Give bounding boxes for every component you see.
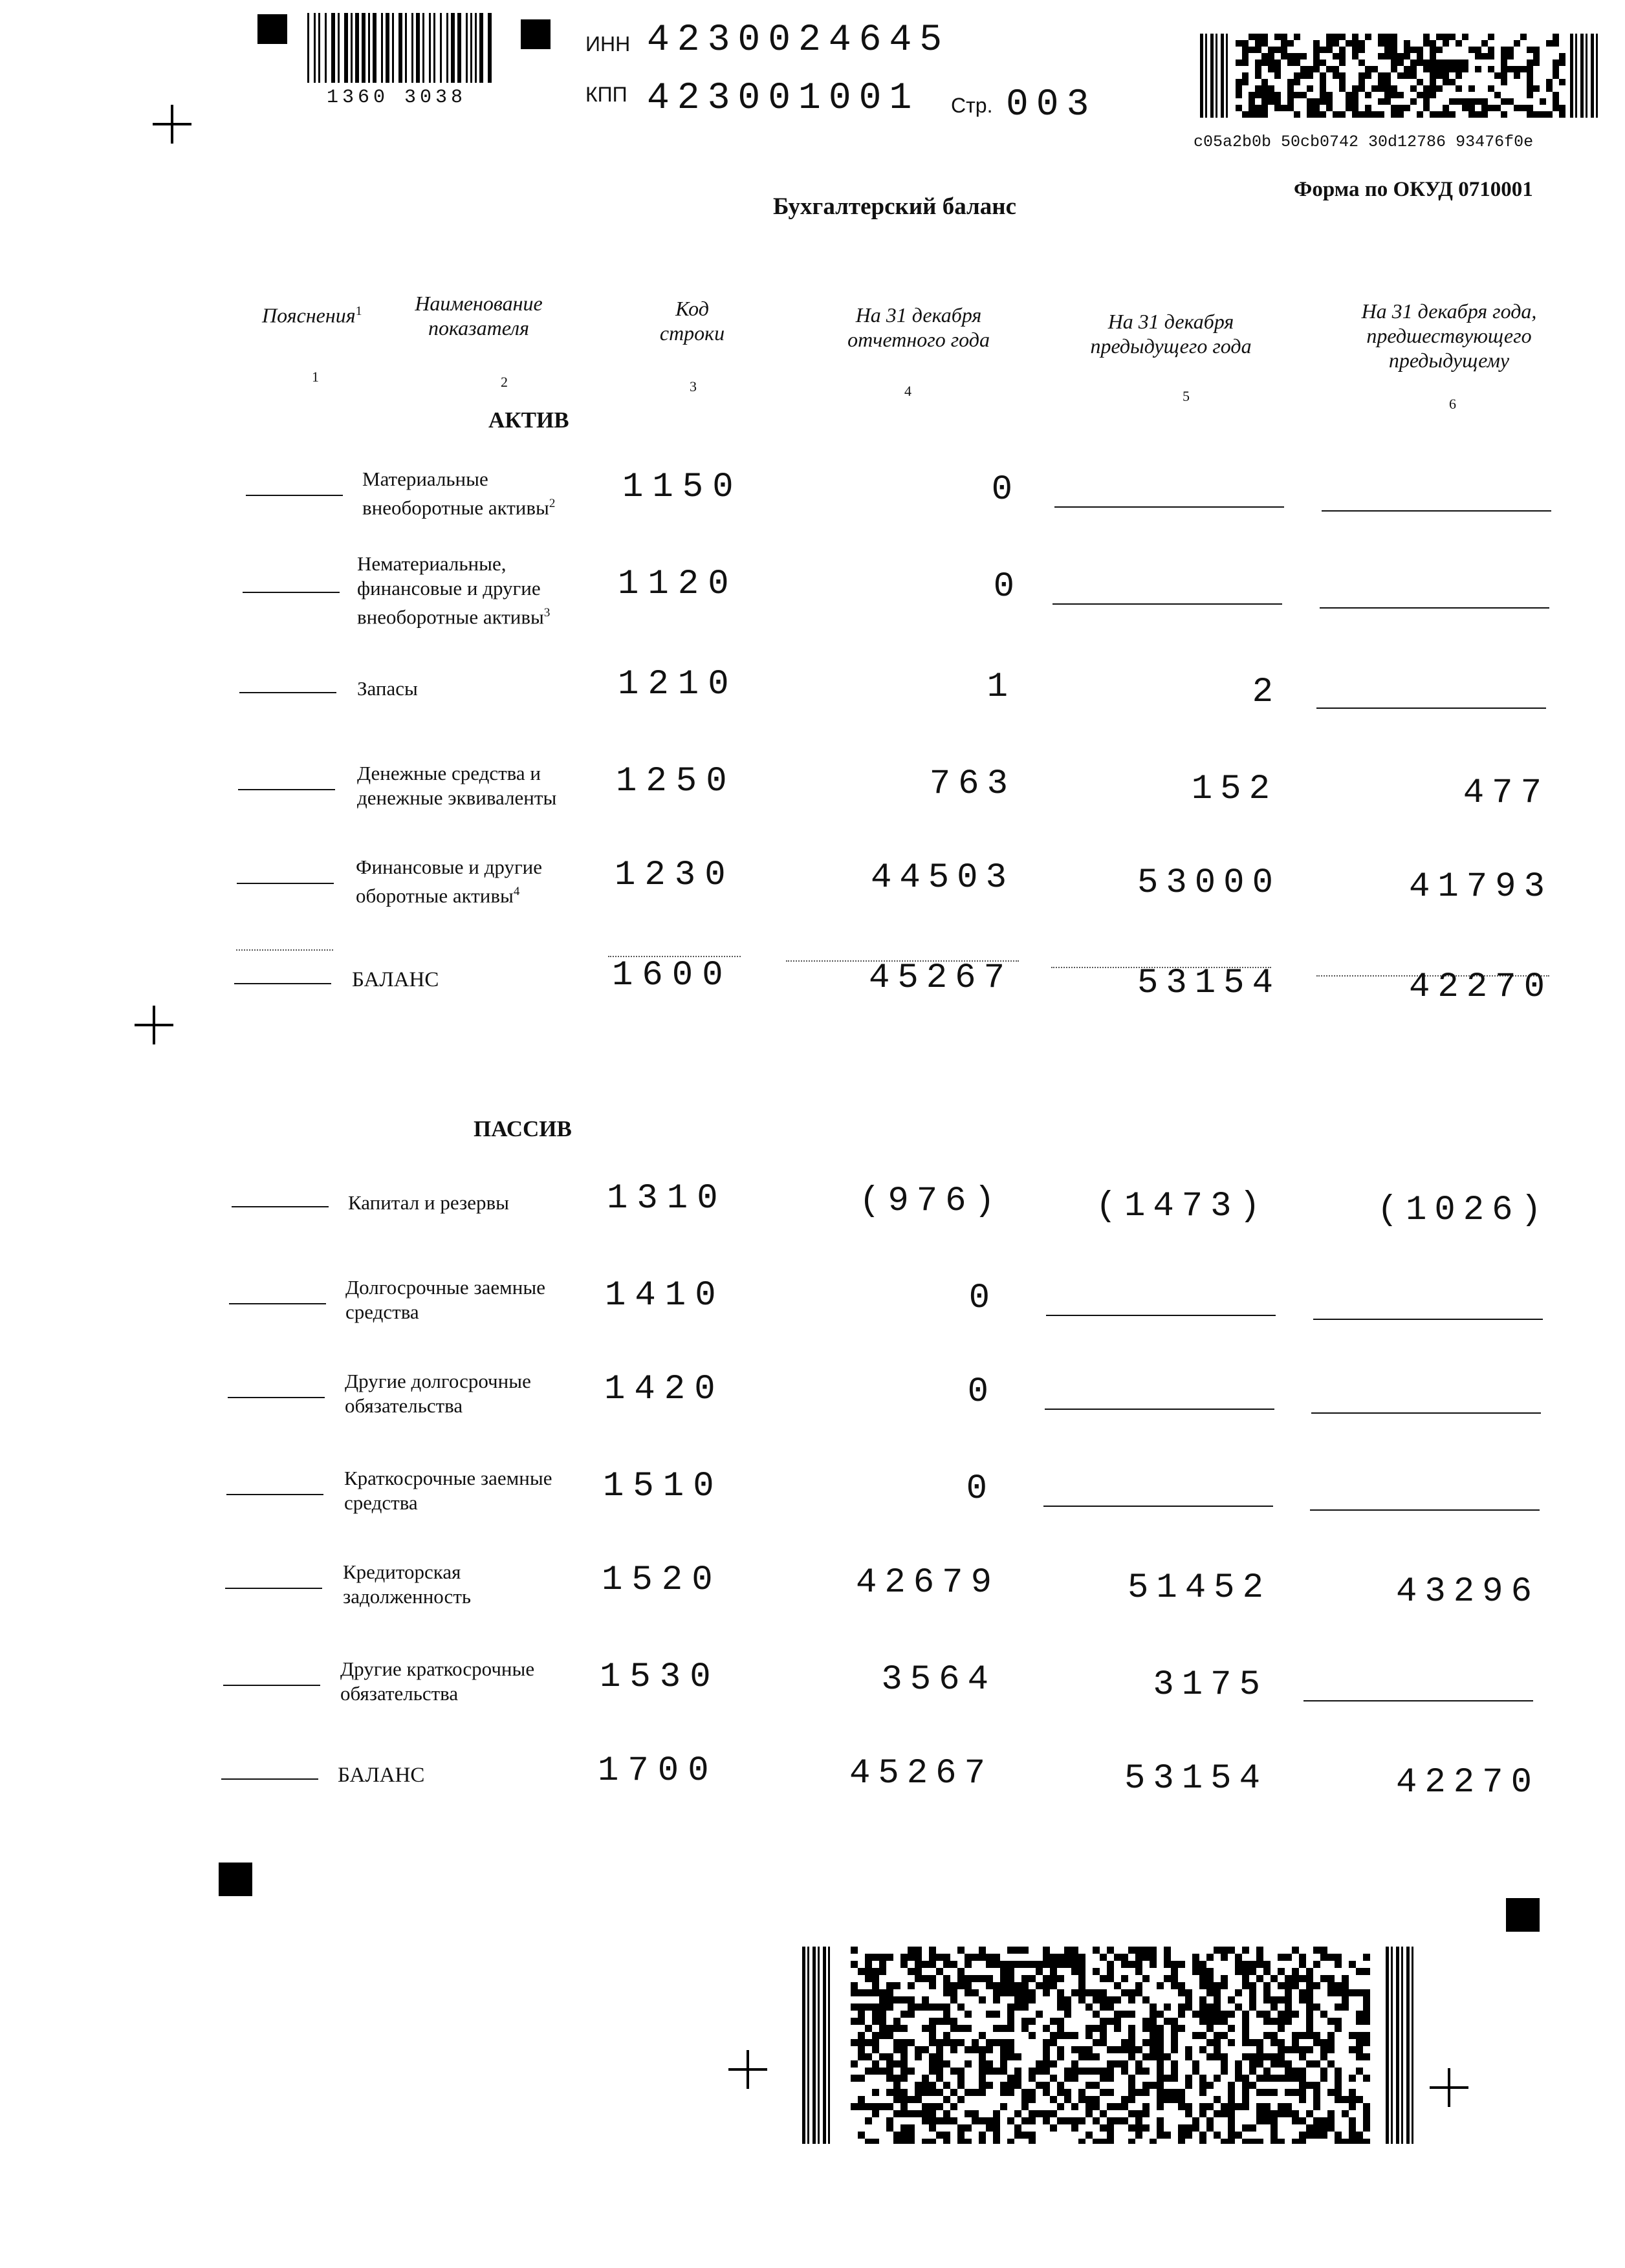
col-header-current-line: отчетного года [847, 328, 990, 351]
empty-value-dash [1043, 1506, 1273, 1507]
row-label [356, 855, 542, 908]
row-label-line: обязательства [340, 1682, 459, 1705]
empty-value-dash [1303, 1700, 1533, 1701]
inn-label: ИНН [585, 32, 631, 56]
row-label-text: оборотные активы [356, 884, 514, 907]
col-header-code-line: Код [675, 297, 709, 320]
col-header-code-line: строки [659, 321, 725, 345]
row-label [357, 761, 556, 810]
form-code: Форма по ОКУД 0710001 [1294, 178, 1533, 201]
row-value-v3: 43296 [1395, 1572, 1540, 1612]
kpp-value: 423001001 [647, 78, 920, 120]
row-code: 1210 [618, 665, 738, 704]
row-label-line: Другие краткосрочные [340, 1658, 535, 1680]
row-code: 1250 [616, 762, 736, 801]
row-code: 1150 [622, 468, 743, 507]
row-label-line: средства [345, 1301, 419, 1323]
explanation-dash [221, 1778, 318, 1780]
two-d-barcode-top [1200, 34, 1601, 118]
page-number: 003 [1006, 84, 1097, 126]
registration-square-bottom-left [219, 1863, 252, 1896]
row-label-line: БАЛАНС [352, 968, 439, 991]
explanation-dash [228, 1397, 325, 1398]
row-label-line: задолженность [343, 1585, 472, 1608]
col-number: 4 [904, 383, 911, 399]
kpp-label: КПП [585, 83, 627, 106]
row-label-line: Нематериальные, [357, 552, 507, 575]
row-label-line: Денежные средства и [357, 762, 541, 784]
row-value-v1: (976) [858, 1182, 1003, 1221]
col-header-previous-line: предыдущего года [1090, 334, 1252, 358]
row-code: 1700 [598, 1751, 718, 1791]
dotted-rule [236, 949, 333, 951]
crosshair-mark [153, 105, 191, 144]
col-header-name-line: Наименование [415, 292, 543, 315]
row-value-v1: 45267 [868, 958, 1012, 998]
inn-value: 4230024645 [647, 19, 950, 61]
row-label-text: внеоборотные активы [362, 496, 549, 519]
empty-value-dash [1310, 1509, 1540, 1511]
row-value-v3: 42270 [1395, 1763, 1540, 1802]
row-label-line: денежные эквиваленты [357, 786, 557, 809]
explanation-dash [243, 592, 340, 593]
row-label [348, 1191, 509, 1215]
row-value-v3: (1026) [1377, 1191, 1549, 1230]
empty-value-dash [1311, 1412, 1541, 1414]
col-header-name-line: показателя [428, 316, 529, 340]
footnote-mark: 4 [513, 885, 520, 898]
row-label-line: Кредиторская [343, 1561, 461, 1583]
crosshair-mark [728, 2050, 767, 2089]
row-label-line: Финансовые и другие [356, 856, 543, 878]
row-value-v1: 0 [991, 470, 1020, 510]
col-number: 5 [1183, 388, 1190, 404]
row-label [352, 967, 439, 992]
col-header-current-line: На 31 декабря [855, 303, 982, 327]
row-value-v3: 41793 [1408, 867, 1553, 907]
document-hash: c05a2b0b 50cb0742 30d12786 93476f0e [1194, 133, 1534, 151]
row-label [345, 1275, 545, 1324]
empty-value-dash [1313, 1319, 1543, 1320]
row-label-line: обязательства [345, 1394, 463, 1417]
empty-value-dash [1045, 1409, 1274, 1410]
row-value-v1: 45267 [849, 1754, 993, 1793]
row-label-line: Материальные [362, 468, 488, 490]
col-header-before-previous [1326, 299, 1572, 373]
row-label-line: Капитал и резервы [348, 1191, 509, 1214]
explanation-dash [232, 1206, 329, 1207]
row-label-line: Долгосрочные заемные [345, 1276, 545, 1299]
row-code: 1520 [602, 1561, 722, 1600]
row-label [343, 1560, 471, 1609]
col-header-explanations [262, 299, 362, 328]
col-header-explanations-text: Пояснения [262, 303, 356, 327]
col-number: 3 [690, 378, 697, 394]
col-header-before-previous-line: На 31 декабря года, [1361, 299, 1537, 323]
col-header-code [640, 296, 744, 345]
row-code: 1420 [604, 1370, 725, 1409]
row-label [357, 676, 418, 701]
row-value-v1: 0 [993, 567, 1022, 607]
row-label [340, 1657, 534, 1706]
row-value-v1: 0 [967, 1372, 996, 1412]
row-value-v1: 42679 [855, 1563, 999, 1603]
row-label-line [362, 491, 555, 520]
row-value-v2: 152 [1191, 770, 1278, 809]
explanation-dash [239, 692, 336, 693]
two-d-barcode-bottom [802, 1947, 1417, 2144]
row-value-v1: 44503 [870, 858, 1014, 898]
row-value-v3: 42270 [1408, 967, 1553, 1007]
explanation-dash [234, 983, 331, 984]
empty-value-dash [1320, 607, 1549, 609]
crosshair-mark [135, 1006, 173, 1044]
registration-square-bottom-right [1506, 1898, 1540, 1932]
explanation-dash [246, 495, 343, 496]
explanation-dash [237, 883, 334, 884]
col-header-before-previous-line: предшествующего [1366, 324, 1532, 347]
row-code: 1230 [615, 856, 735, 895]
row-value-v2: 53000 [1137, 863, 1281, 903]
row-value-v1: 763 [929, 764, 1016, 804]
crosshair-mark [1430, 2068, 1468, 2107]
row-label-line [356, 880, 542, 908]
row-code: 1600 [612, 956, 732, 995]
registration-square-top-mid [521, 19, 551, 49]
footnote-mark: 2 [549, 497, 556, 510]
linear-barcode [307, 13, 495, 84]
explanation-dash [225, 1588, 322, 1589]
row-value-v2: (1473) [1095, 1187, 1268, 1226]
row-code: 1510 [603, 1467, 723, 1506]
row-value-v2: 3175 [1153, 1665, 1268, 1705]
section-title-liabilities: ПАССИВ [474, 1116, 572, 1141]
empty-value-dash [1046, 1315, 1276, 1316]
row-label-line: средства [344, 1491, 418, 1514]
row-value-v2: 51452 [1127, 1568, 1271, 1608]
explanation-dash [226, 1494, 323, 1495]
row-label [345, 1369, 531, 1418]
row-label-line [357, 601, 550, 629]
row-code: 1530 [600, 1658, 720, 1697]
section-title-assets: АКТИВ [488, 407, 569, 433]
explanation-dash [229, 1303, 326, 1304]
col-header-previous [1061, 309, 1281, 358]
row-label [357, 552, 550, 629]
document-title: Бухгалтерский баланс [773, 193, 1017, 220]
row-value-v2: 53154 [1137, 964, 1281, 1003]
row-label [338, 1763, 424, 1787]
col-number: 6 [1449, 396, 1456, 412]
col-header-name [388, 291, 569, 340]
row-label-text: внеоборотные активы [357, 605, 544, 629]
row-value-v1: 1 [987, 667, 1016, 707]
empty-value-dash [1052, 603, 1282, 605]
col-header-explanations-sup: 1 [355, 304, 362, 318]
col-header-previous-line: На 31 декабря [1107, 310, 1234, 333]
col-header-current [815, 303, 1022, 352]
row-value-v2: 2 [1252, 673, 1281, 712]
col-number: 1 [312, 369, 319, 385]
row-value-v3: 477 [1463, 773, 1549, 813]
col-header-before-previous-line: предыдущему [1388, 349, 1510, 372]
row-label [344, 1466, 552, 1515]
explanation-dash [238, 789, 335, 790]
empty-value-dash [1316, 707, 1546, 709]
registration-square-top-left [257, 14, 287, 44]
row-value-v1: 0 [966, 1469, 995, 1509]
empty-value-dash [1054, 506, 1284, 508]
row-value-v1: 3564 [881, 1660, 996, 1700]
page-label: Стр. [951, 94, 993, 117]
row-code: 1120 [618, 565, 738, 604]
barcode-number: 1360 3038 [327, 87, 467, 109]
footnote-mark: 3 [543, 606, 551, 620]
row-value-v1: 0 [968, 1279, 998, 1318]
row-label-line: Запасы [357, 677, 418, 700]
row-label-line: БАЛАНС [338, 1764, 425, 1787]
row-label-line: Краткосрочные заемные [344, 1467, 552, 1489]
row-label-line: финансовые и другие [357, 577, 541, 599]
row-value-v2: 53154 [1124, 1759, 1268, 1798]
row-code: 1310 [607, 1179, 727, 1218]
row-label-line: Другие долгосрочные [345, 1370, 531, 1392]
col-number: 2 [501, 374, 508, 390]
row-label [362, 467, 555, 520]
row-code: 1410 [605, 1276, 725, 1315]
empty-value-dash [1322, 510, 1551, 512]
explanation-dash [223, 1685, 320, 1686]
